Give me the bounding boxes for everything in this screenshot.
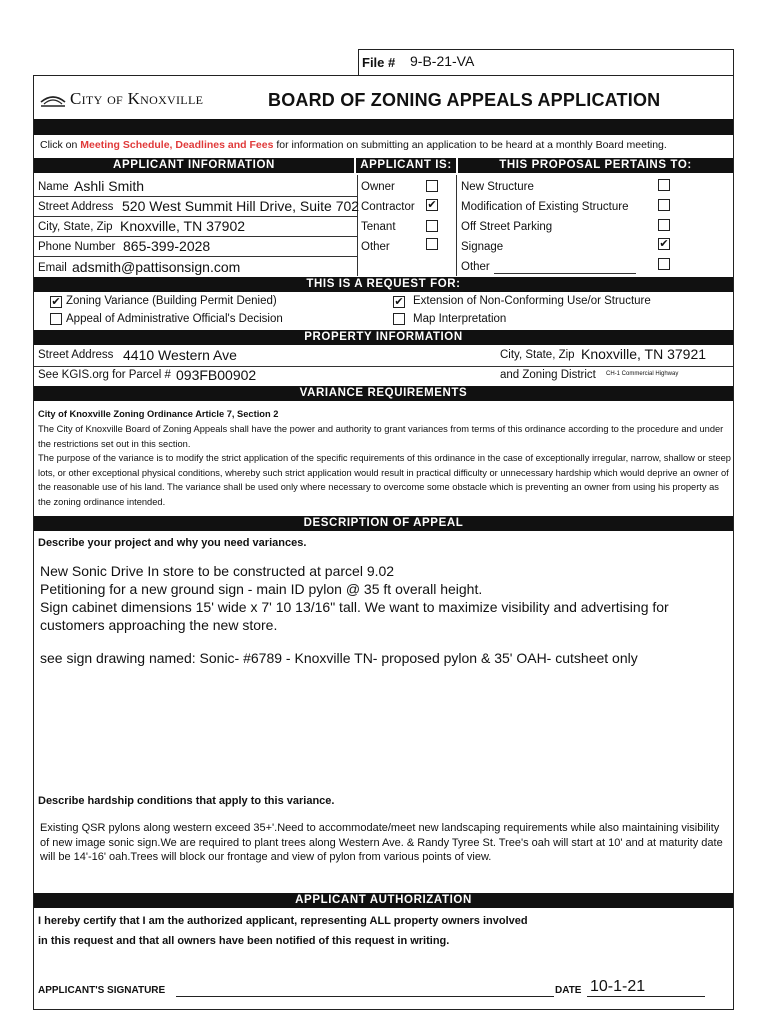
city-logo bbox=[40, 88, 203, 110]
project-drawing-reference[interactable]: see sign drawing named: Sonic- #6789 - Knoxville TN- proposed pylon & 35' OAH- cutsheet only bbox=[40, 650, 638, 666]
property-city-label: City, State, Zip bbox=[500, 349, 575, 361]
name-label: Name bbox=[38, 181, 69, 193]
divider bbox=[34, 366, 733, 367]
property-city-field[interactable]: Knoxville, TN 37921 bbox=[581, 346, 707, 362]
certify-line-1: I hereby certify that I am the authorized applicant, representing ALL property owners involved bbox=[38, 915, 528, 927]
file-number-value[interactable]: 9-B-21-VA bbox=[410, 53, 475, 69]
other-proposal-checkbox[interactable] bbox=[658, 258, 670, 270]
other-applicant-label: Other bbox=[361, 241, 390, 253]
zoning-variance-checkbox[interactable]: ✔ bbox=[51, 296, 61, 308]
page-title: BOARD OF ZONING APPEALS APPLICATION bbox=[268, 90, 661, 110]
logo-text: City of Knoxville bbox=[70, 89, 204, 108]
authorization-header: APPLICANT AUTHORIZATION bbox=[34, 893, 733, 908]
date-field[interactable]: 10-1-21 bbox=[590, 978, 646, 995]
tenant-checkbox[interactable] bbox=[426, 220, 438, 232]
email-field[interactable]: adsmith@pattisonsign.com bbox=[72, 259, 241, 275]
parking-checkbox[interactable] bbox=[658, 219, 670, 231]
contractor-checkbox[interactable]: ✔ bbox=[427, 199, 437, 211]
owner-label: Owner bbox=[361, 181, 395, 193]
modification-checkbox[interactable] bbox=[658, 199, 670, 211]
divider bbox=[34, 256, 357, 257]
signature-line[interactable] bbox=[176, 996, 554, 997]
signature-label: APPLICANT'S SIGNATURE bbox=[38, 985, 166, 996]
property-street-field[interactable]: 4410 Western Ave bbox=[123, 347, 237, 363]
signage-checkbox[interactable]: ✔ bbox=[659, 238, 669, 250]
property-header: PROPERTY INFORMATION bbox=[34, 330, 733, 345]
file-number-label: File # bbox=[362, 55, 396, 70]
appeal-label: Appeal of Administrative Official's Decision bbox=[66, 313, 283, 325]
other-proposal-label: Other bbox=[461, 261, 490, 273]
date-line bbox=[587, 996, 705, 997]
name-field[interactable]: Ashli Smith bbox=[74, 178, 145, 194]
parking-label: Off Street Parking bbox=[461, 221, 553, 233]
divider bbox=[34, 236, 357, 237]
intro-text: Click on Meeting Schedule, Deadlines and Fees for information on submitting an application to be heard at a monthly Board meeting. bbox=[40, 139, 667, 151]
project-description-field[interactable]: New Sonic Drive In store to be constructed at parcel 9.02 Petitioning for a new ground sign - main ID pylon @ 35 ft overall height. Sign cabinet dimensions 15' wide x 7' 10 13/16" tall. We want to maximize visibility and advertising for customers approaching the new store. bbox=[40, 563, 669, 633]
property-street-label: Street Address bbox=[38, 349, 114, 361]
map-interpretation-label: Map Interpretation bbox=[413, 313, 507, 325]
extension-label: Extension of Non-Conforming Use/or Structure bbox=[413, 295, 651, 307]
applicant-info-header: APPLICANT INFORMATION bbox=[34, 158, 354, 173]
email-label: Email bbox=[38, 262, 67, 274]
contractor-label: Contractor bbox=[361, 201, 415, 213]
new-structure-checkbox[interactable] bbox=[658, 179, 670, 191]
divider bbox=[357, 175, 358, 276]
zoning-label: and Zoning District bbox=[500, 369, 596, 381]
appeal-checkbox[interactable] bbox=[50, 313, 62, 325]
city-skyline-icon bbox=[40, 90, 66, 108]
extension-checkbox[interactable]: ✔ bbox=[394, 296, 404, 308]
description-header: DESCRIPTION OF APPEAL bbox=[34, 516, 733, 531]
other-proposal-line[interactable] bbox=[494, 273, 636, 274]
city-field[interactable]: Knoxville, TN 37902 bbox=[120, 218, 246, 234]
map-interpretation-checkbox[interactable] bbox=[393, 313, 405, 325]
parcel-field[interactable]: 093FB00902 bbox=[176, 367, 257, 383]
request-header: THIS IS A REQUEST FOR: bbox=[34, 277, 733, 292]
meeting-schedule-link[interactable]: Meeting Schedule, Deadlines and Fees bbox=[80, 139, 274, 151]
applicant-is-header: APPLICANT IS: bbox=[356, 158, 456, 173]
proposal-header: THIS PROPOSAL PERTAINS TO: bbox=[458, 158, 733, 173]
divider bbox=[34, 216, 357, 217]
zoning-variance-label: Zoning Variance (Building Permit Denied) bbox=[66, 295, 277, 307]
phone-field[interactable]: 865-399-2028 bbox=[123, 238, 211, 254]
hardship-field[interactable]: Existing QSR pylons along western exceed 35+'.Need to accommodate/meet new landscaping requirements while also maintaining visibility of new image sonic sign.We are required to plant trees along Western Ave. & Randy Tyree St. Tree's oah will start at 10' and at maturity date will be 14'-16' oah.Trees will block our frontage and view of pylon from various points of view. bbox=[40, 822, 723, 863]
signage-label: Signage bbox=[461, 241, 504, 253]
parcel-label: See KGIS.org for Parcel # bbox=[38, 369, 171, 381]
hardship-prompt: Describe hardship conditions that apply to this variance. bbox=[38, 795, 335, 807]
certify-line-2: in this request and that all owners have been notified of this request in writing. bbox=[38, 935, 450, 947]
tenant-label: Tenant bbox=[361, 221, 396, 233]
zoning-field[interactable]: CH-1 Commercial Highway bbox=[606, 371, 679, 377]
owner-checkbox[interactable] bbox=[426, 180, 438, 192]
date-label: DATE bbox=[555, 985, 582, 996]
modification-label: Modification of Existing Structure bbox=[461, 201, 629, 213]
header-divider-bar bbox=[34, 119, 733, 135]
variance-header: VARIANCE REQUIREMENTS bbox=[34, 386, 733, 401]
street-field[interactable]: 520 West Summit Hill Drive, Suite 702 bbox=[122, 198, 360, 214]
divider bbox=[34, 196, 357, 197]
street-label: Street Address bbox=[38, 201, 114, 213]
variance-paragraph-1: The City of Knoxville Board of Zoning Appeals shall have the power and authority to grant variances from terms of this ordinance according to the procedure and under the restrictions set out in this section. bbox=[38, 424, 724, 449]
project-prompt: Describe your project and why you need variances. bbox=[38, 537, 307, 549]
city-label: City, State, Zip bbox=[38, 221, 113, 233]
phone-label: Phone Number bbox=[38, 241, 116, 253]
new-structure-label: New Structure bbox=[461, 181, 534, 193]
divider bbox=[456, 175, 457, 276]
other-applicant-checkbox[interactable] bbox=[426, 238, 438, 250]
variance-heading: City of Knoxville Zoning Ordinance Article 7, Section 2 bbox=[38, 409, 279, 419]
variance-paragraph-2: The purpose of the variance is to modify the strict application of the specific requirements of this ordinance in the case of exceptionally irregular, narrow, shallow or steep lots, or other exceptional physical conditions, whereby such strict application would result in practical difficulty or unnecessary hardship which would deprive an owner of the reasonable use of his land. The variance shall be used only where necessary to overcome some obstacle which is preventing an owner from using his property as the zoning ordinance intended. bbox=[38, 453, 731, 507]
